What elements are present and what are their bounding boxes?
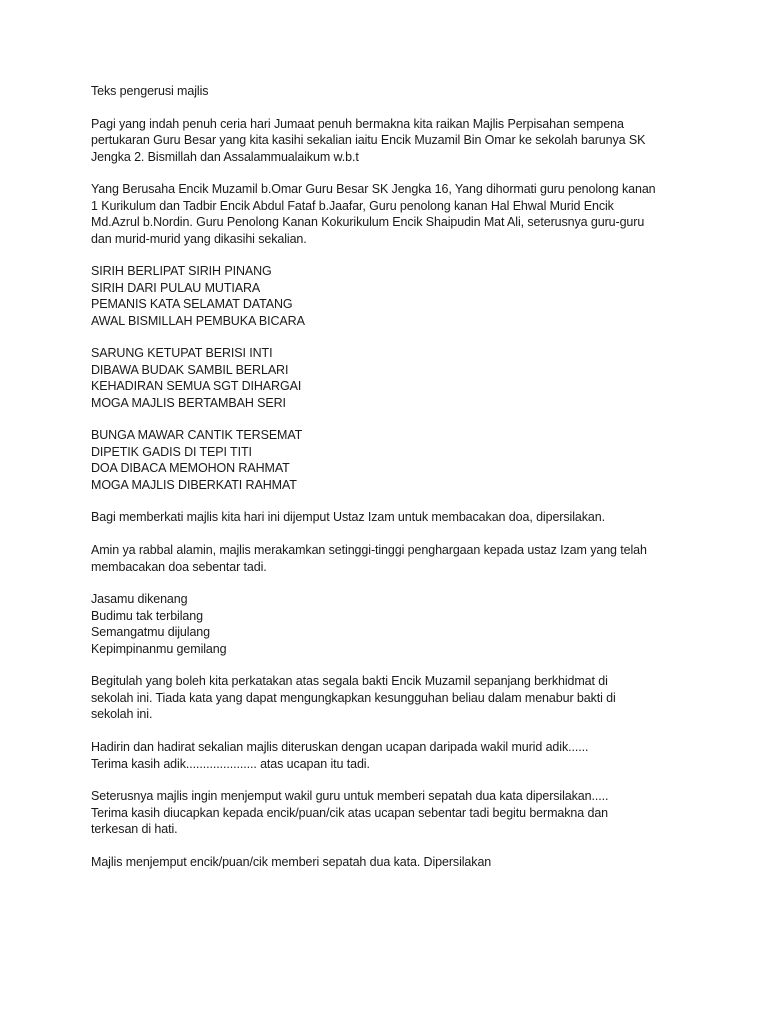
pantun-line: KEHADIRAN SEMUA SGT DIHARGAI — [91, 379, 302, 394]
verse-line: Semangatmu dijulang — [91, 625, 211, 640]
pantun-line: SIRIH DARI PULAU MUTIARA — [91, 280, 261, 295]
pantun-line: BUNGA MAWAR CANTIK TERSEMAT — [91, 428, 303, 443]
document-body — [91, 83, 691, 887]
pantun-line: MOGA MAJLIS BERTAMBAH SERI — [91, 395, 286, 410]
doa-thanks-paragraph: Amin ya rabbal alamin, majlis merakamkan setinggi-tinggi penghargaan kepada ustaz Izam yang telah membacakan doa sebentar tadi. — [91, 543, 647, 574]
pantun-line: MOGA MAJLIS DIBERKATI RAHMAT — [91, 477, 297, 492]
student-speech-paragraph: Hadirin dan hadirat sekalian majlis diteruskan dengan ucapan daripada wakil murid adik...... Terima kasih adik..................... atas ucapan itu tadi. — [91, 740, 589, 771]
verse-line: Jasamu dikenang — [91, 592, 188, 607]
tribute-verse — [91, 591, 691, 657]
pantun-stanza-1 — [91, 263, 691, 329]
pantun-line: AWAL BISMILLAH PEMBUKA BICARA — [91, 313, 305, 328]
teacher-speech-paragraph: Seterusnya majlis ingin menjemput wakil guru untuk memberi sepatah dua kata dipersilakan..... Terima kasih diucapkan kepada encik/puan/cik atas ucapan sebentar tadi begitu bermakna dan terkesan di hati. — [91, 789, 609, 837]
verse-line: Budimu tak terbilang — [91, 608, 203, 623]
pantun-stanza-2 — [91, 345, 691, 411]
pantun-line: DOA DIBACA MEMOHON RAHMAT — [91, 461, 290, 476]
pantun-line: PEMANIS KATA SELAMAT DATANG — [91, 297, 293, 312]
greeting-paragraph: Yang Berusaha Encik Muzamil b.Omar Guru Besar SK Jengka 16, Yang dihormati guru penolong kanan 1 Kurikulum dan Tadbir Encik Abdul Fataf b.Jaafar, Guru penolong kanan Hal Ehwal Murid Encik Md.Azrul b.Nordin. Guru Penolong Kanan Kokurikulum Encik Shaipudin Mat Ali, seterusnya guru-guru dan murid-murid yang dikasihi sekalian. — [91, 182, 656, 246]
opening-paragraph: Pagi yang indah penuh ceria hari Jumaat penuh bermakna kita raikan Majlis Perpisahan sempena pertukaran Guru Besar yang kita kasihi sekalian iaitu Encik Muzamil Bin Omar ke sekolah barunya SK Jengka 2. Bismillah dan Assalammualaikum w.b.t — [91, 116, 646, 164]
pantun-stanza-3 — [91, 427, 691, 493]
verse-line: Kepimpinanmu gemilang — [91, 641, 227, 656]
document-title: Teks pengerusi majlis — [91, 84, 209, 98]
pantun-line: DIPETIK GADIS DI TEPI TITI — [91, 444, 252, 459]
pantun-line: DIBAWA BUDAK SAMBIL BERLARI — [91, 362, 289, 377]
pantun-line: SARUNG KETUPAT BERISI INTI — [91, 346, 273, 361]
doa-invitation-paragraph: Bagi memberkati majlis kita hari ini dijemput Ustaz Izam untuk membacakan doa, dipersilakan. — [91, 510, 605, 525]
pantun-line: SIRIH BERLIPAT SIRIH PINANG — [91, 264, 272, 279]
closing-paragraph: Majlis menjemput encik/puan/cik memberi sepatah dua kata. Dipersilakan — [91, 854, 492, 869]
tribute-paragraph: Begitulah yang boleh kita perkatakan atas segala bakti Encik Muzamil sepanjang berkhidmat di sekolah ini. Tiada kata yang dapat mengungkapkan kesungguhan beliau dalam menabur bakti di sekolah ini. — [91, 674, 616, 722]
